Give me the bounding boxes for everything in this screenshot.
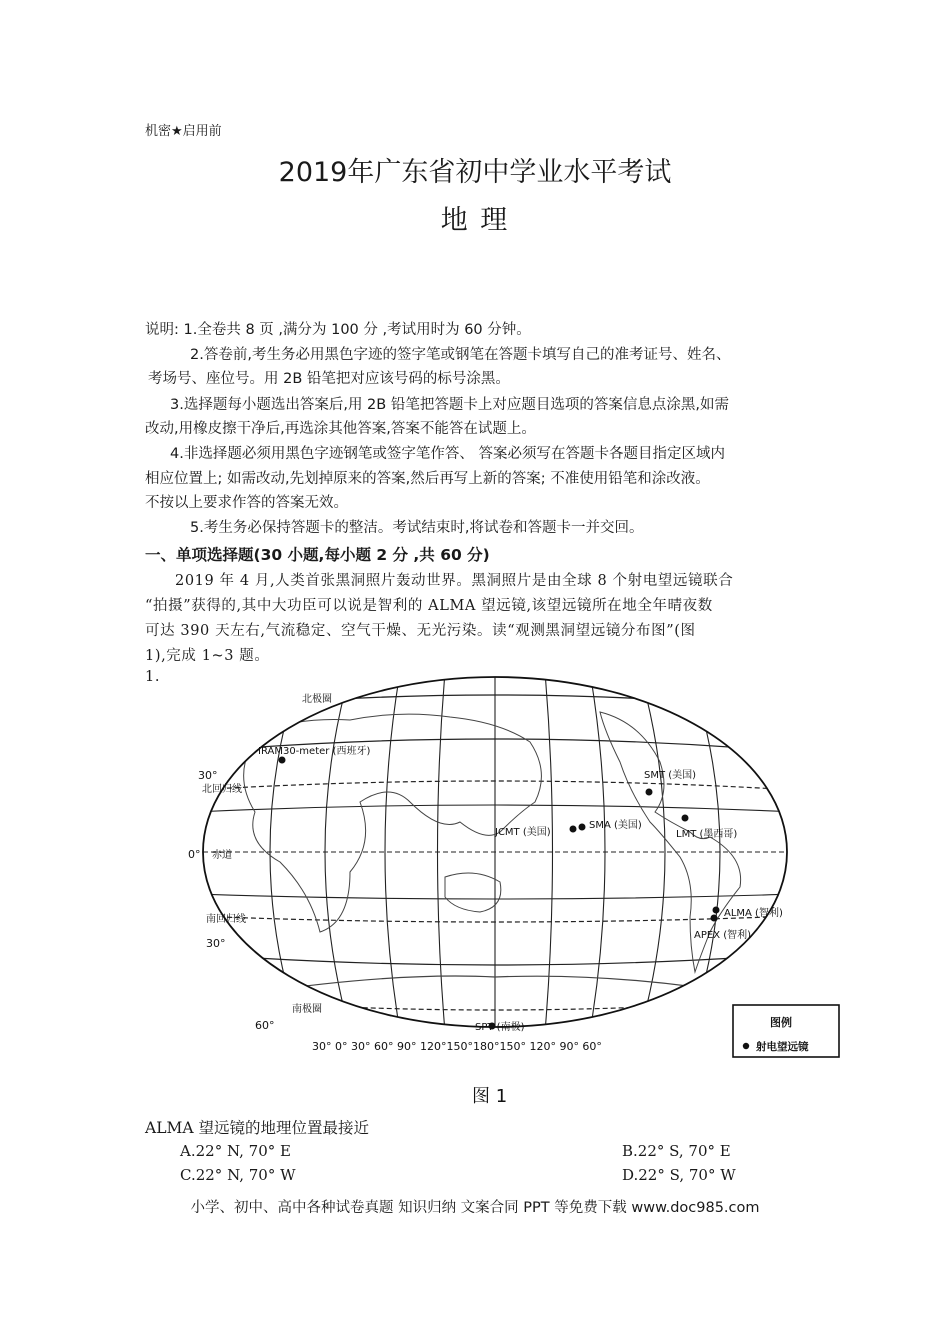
telescope-label-apex: APEX (智利): [694, 930, 752, 941]
passage-line: 可达 390 天左右,气流稳定、空气干燥、无光污染。读“观测黑洞望远镜分布图”(图: [145, 623, 696, 639]
label-equator: 赤道: [212, 850, 232, 861]
map-graticule: [195, 672, 795, 1032]
instruction-line: 5.考生务必保持答题卡的整洁。考试结束时,将试卷和答题卡一并交回。: [190, 520, 644, 536]
telescope-dot-jcmt: [570, 826, 577, 833]
instruction-line: 不按以上要求作答的答案无效。: [145, 495, 348, 511]
option-b: B.22° S, 70° E: [622, 1142, 731, 1160]
lat-label-60s: 60°: [255, 1019, 275, 1032]
telescope-label-lmt: LMT (墨西哥): [676, 829, 738, 840]
instruction-line: 考场号、座位号。用 2B 铅笔把对应该号码的标号涂黑。: [148, 371, 510, 387]
telescope-label-iram: IRAM30-meter (西班牙): [258, 746, 371, 757]
instruction-line: 3.选择题每小题选出答案后,用 2B 铅笔把答题卡上对应题目选项的答案信息点涂黑,如需: [170, 397, 729, 413]
figure-caption: 图 1: [472, 1086, 508, 1107]
option-c: C.22° N, 70° W: [180, 1166, 296, 1184]
telescope-dot-sma: [579, 824, 586, 831]
telescope-label-sma: SMA (美国): [589, 820, 642, 831]
telescope-dot-alma: [713, 907, 720, 914]
instruction-line: 说明: 1.全卷共 8 页 ,满分为 100 分 ,考试用时为 60 分钟。: [145, 322, 531, 338]
option-d: D.22° S, 70° W: [622, 1166, 736, 1184]
world-map-figure: [188, 672, 850, 1112]
label-antarctic-circle: 南极圈: [292, 1004, 322, 1015]
telescope-label-alma: ALMA (智利): [724, 908, 783, 919]
option-a: A.22° N, 70° E: [180, 1142, 291, 1160]
question-number: 1.: [145, 669, 161, 685]
longitude-labels: 30° 0° 30° 60° 90° 120°150°180°150° 120° 90° 60°: [312, 1040, 602, 1053]
passage-line: 1),完成 1~3 题。: [145, 648, 270, 664]
footer-text: 小学、初中、高中各种试卷真题 知识归纳 文案合同 PPT 等免费下载 www.doc985.com: [190, 1200, 760, 1216]
subject-title: 地 理: [440, 205, 510, 236]
label-tropic-capricorn: 南回归线: [206, 914, 246, 925]
legend-dot: [743, 1043, 749, 1049]
legend-title: 图例: [770, 1016, 792, 1029]
question-stem: ALMA 望远镜的地理位置最接近: [145, 1119, 369, 1137]
passage-line: 2019 年 4 月,人类首张黑洞照片轰动世界。黑洞照片是由全球 8 个射电望远镜联合: [175, 573, 734, 589]
latitude-labels: [188, 769, 275, 1032]
telescope-dot-apex: [711, 915, 718, 922]
telescope-label-smt: SMT (美国): [644, 770, 697, 781]
label-tropic-cancer: 北回归线: [202, 784, 242, 795]
instruction-line: 2.答卷前,考生务必用黑色字迹的签字笔或钢笔在答题卡填写自己的准考证号、姓名、: [190, 347, 731, 363]
telescope-label-spt: SPT (南极): [475, 1022, 525, 1033]
confidential-mark: 机密★启用前: [145, 124, 222, 139]
telescope-dot-smt: [646, 789, 653, 796]
lat-label-equator: 0°: [188, 848, 201, 861]
telescope-dot-lmt: [682, 815, 689, 822]
passage-line: “拍摄”获得的,其中大功臣可以说是智利的 ALMA 望远镜,该望远镜所在地全年晴夜数: [145, 598, 713, 614]
instruction-line: 改动,用橡皮擦干净后,再选涂其他答案,答案不能答在试题上。: [145, 421, 536, 437]
instruction-line: 相应位置上; 如需改动,先划掉原来的答案,然后再写上新的答案; 不准使用铅笔和涂改液。: [145, 471, 710, 487]
map-legend: [733, 1005, 839, 1057]
instruction-line: 4.非选择题必须用黑色字迹钢笔或签字笔作答、 答案必须写在答题卡各题目指定区域内: [170, 446, 725, 462]
lat-label-30n: 30°: [198, 769, 218, 782]
section-heading: 一、单项选择题(30 小题,每小题 2 分 ,共 60 分): [145, 546, 490, 564]
label-arctic-circle: 北极圈: [302, 694, 332, 705]
exam-title: 2019年广东省初中学业水平考试: [278, 157, 672, 188]
telescope-dot-iram: [279, 757, 286, 764]
telescope-label-jcmt: JCMT (美国): [495, 827, 551, 838]
lat-label-30s: 30°: [206, 937, 226, 950]
legend-item-label: 射电望远镜: [756, 1041, 809, 1053]
telescope-markers: [258, 744, 783, 1033]
